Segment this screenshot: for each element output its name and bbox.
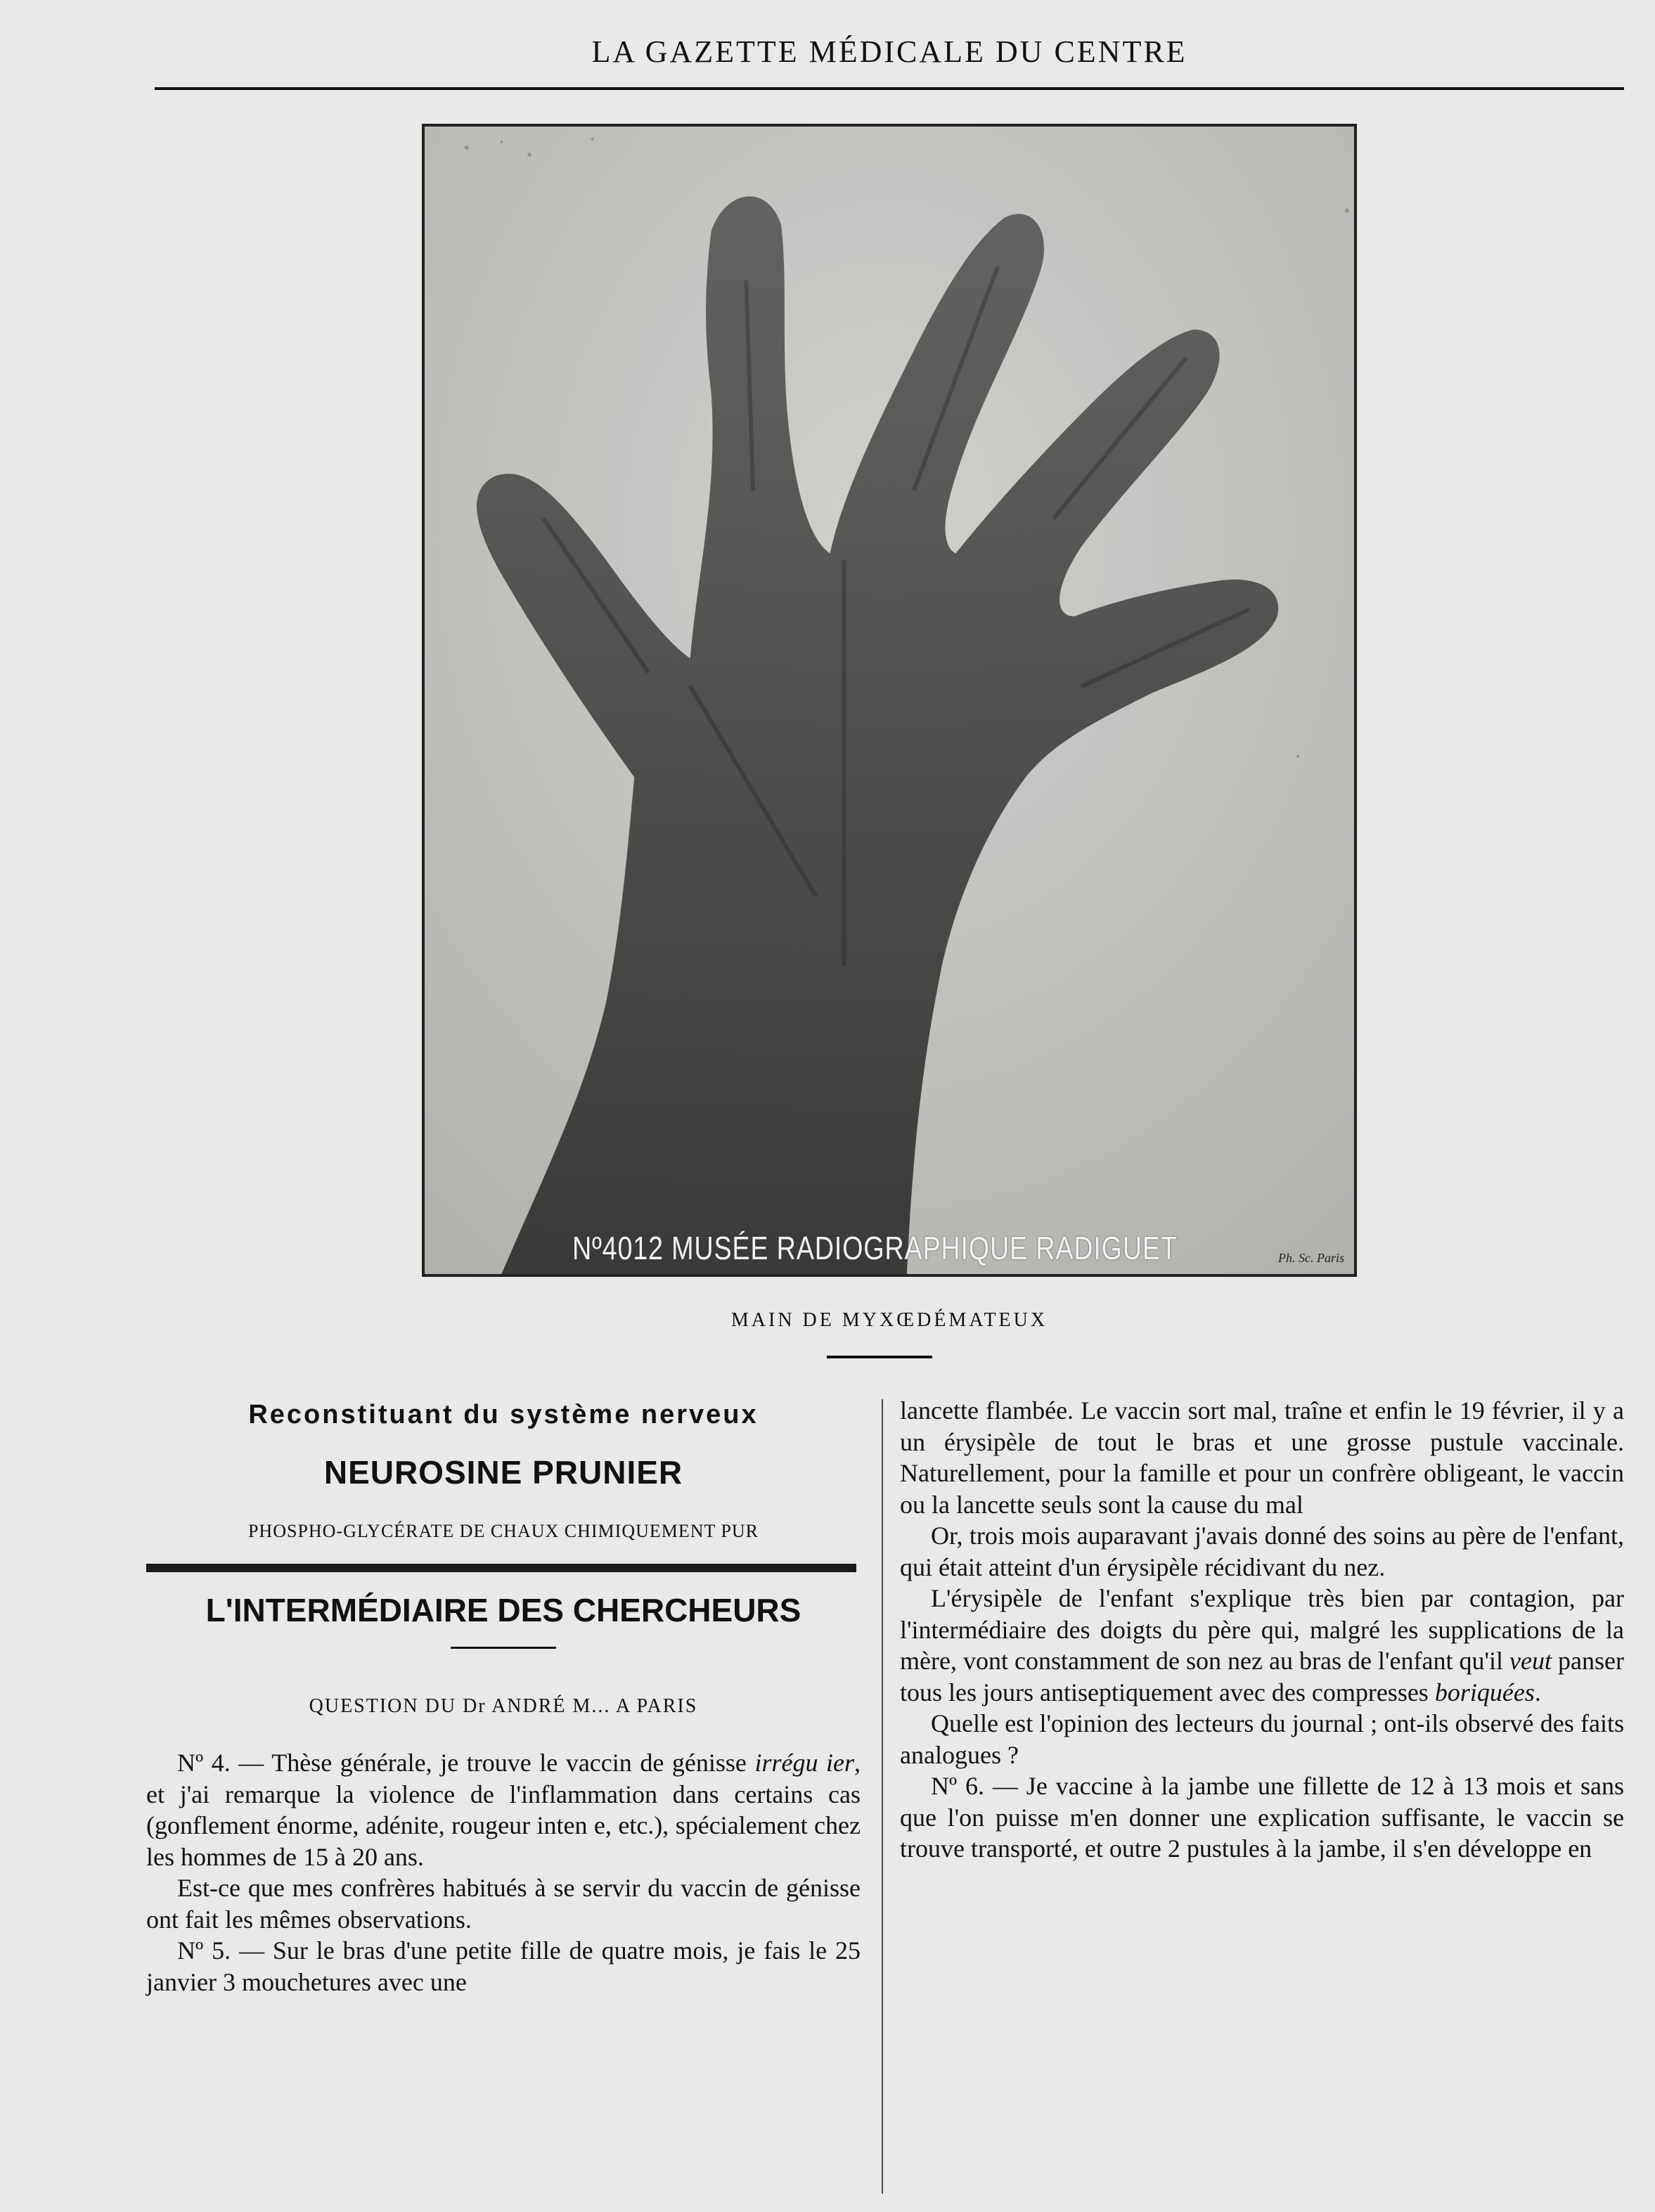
paragraph-no5: Nº 5. — Sur le bras d'une petite fille de quatre mois, je fais le 25 janvier 3 mouchetures avec une (146, 1936, 861, 1996)
title-rule (451, 1647, 556, 1649)
paragraph-contagion: L'érysipèle de l'enfant s'explique très bien par contagion, par l'intermédiaire des doigts du père qui, malgré les supplications de la mère, vont constamment de son nez au bras de l'enfant qu'il veut panser tous les jours antiseptiquement avec des compresses boriquées. (900, 1584, 1624, 1706)
section-divider (146, 1564, 856, 1572)
paragraph-question: Est-ce que mes confrères habitués à se servir du vaccin de génisse ont fait les mêmes observations. (146, 1874, 861, 1934)
plate-label: Nº4012 MUSÉE RADIOGRAPHIQUE RADIGUET (572, 1230, 1178, 1266)
section-title: L'INTERMÉDIAIRE DES CHERCHEURS (205, 1592, 801, 1628)
xray-photograph (422, 124, 1357, 1277)
paragraph-no6: Nº 6. — Je vaccine à la jambe une fillette de 12 à 13 mois et sans que l'on puisse m'en donner une explication suffisante, le vaccin se trouve transporté, et outre 2 pustules à la jambe, il s'en développe en (900, 1772, 1624, 1863)
advert-subtitle: PHOSPHO-GLYCÉRATE DE CHAUX CHIMIQUEMENT PUR (247, 1521, 759, 1541)
paragraph-father: Or, trois mois auparavant j'avais donné des soins au père de l'enfant, qui était atteint d'un érysipèle récidivant du nez. (900, 1522, 1624, 1581)
advert-product-name: NEUROSINE PRUNIER (323, 1454, 683, 1491)
right-column (900, 1395, 1624, 1865)
caption-rule (827, 1356, 932, 1358)
question-heading: QUESTION DU Dr ANDRÉ M... A PARIS (309, 1695, 698, 1717)
header-rule (155, 87, 1624, 90)
left-column (146, 1395, 861, 1998)
page-header: LA GAZETTE MÉDICALE DU CENTRE (591, 34, 1187, 69)
paragraph-no4: Nº 4. — Thèse générale, je trouve le vaccin de génisse irrégu ier, et j'ai remarque la violence de l'inflammation dans certains cas (gonflement énorme, adénite, rougeur inten e, etc.), spécialement chez les hommes de 15 à 20 ans. (146, 1749, 861, 1871)
hand-xray-image (425, 127, 1354, 1274)
column-divider (882, 1399, 883, 2194)
paragraph-readers-question: Quelle est l'opinion des lecteurs du journal ; ont-ils observé des faits analogues ? (900, 1709, 1624, 1769)
paragraph-no5-continued: lancette flambée. Le vaccin sort mal, traîne et enfin le 19 février, il y a un érysipèle de tout le bras et une grosse pustule vaccinale. Naturellement, pour la famille et pour un confrère obligeant, le vaccin ou la lancette seuls sont la cause du mal (900, 1396, 1624, 1519)
plate-photographer-mark: Ph. Sc. Paris (1278, 1251, 1344, 1265)
figure-caption: MAIN DE MYXŒDÉMATEUX (730, 1309, 1048, 1331)
advert-tagline: Reconstituant du système nerveux (248, 1400, 759, 1429)
